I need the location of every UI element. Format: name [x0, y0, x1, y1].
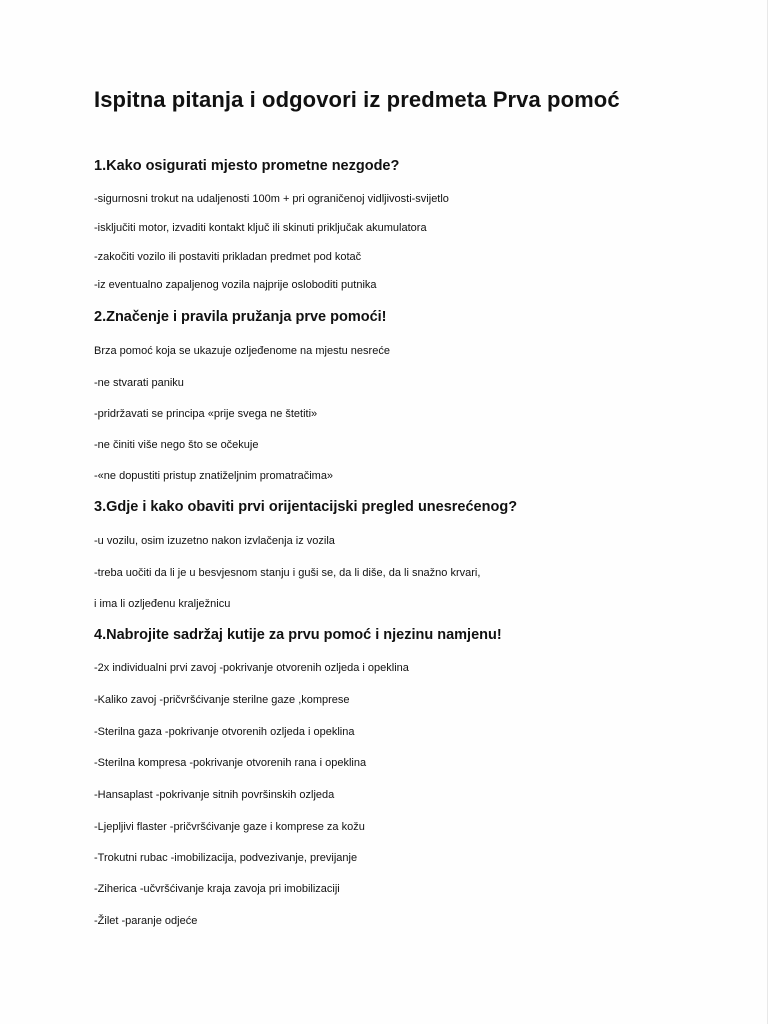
page-title: Ispitna pitanja i odgovori iz predmeta Prva pomoć — [94, 87, 620, 112]
answer-3-1: -u vozilu, osim izuzetno nakon izvlačenja iz vozila — [94, 535, 335, 547]
question-2: 2.Značenje i pravila pružanja prve pomoći! — [94, 309, 387, 325]
answer-4-1: -2x individualni prvi zavoj -pokrivanje otvorenih ozljeda i opeklina — [94, 662, 409, 674]
answer-2-5: -«ne dopustiti pristup znatiželjnim promatračima» — [94, 470, 334, 482]
answer-4-3: -Sterilna gaza -pokrivanje otvorenih ozljeda i opeklina — [94, 726, 355, 738]
answer-4-4: -Sterilna kompresa -pokrivanje otvorenih rana i opeklina — [94, 757, 367, 769]
question-3: 3.Gdje i kako obaviti prvi orijentacijski pregled unesrećenog? — [94, 499, 518, 515]
question-1: 1.Kako osigurati mjesto prometne nezgode? — [94, 158, 400, 174]
answer-3-3: i ima li ozljeđenu kralježnicu — [94, 598, 231, 610]
answer-1-1: -sigurnosni trokut na udaljenosti 100m + pri ograničenoj vidljivosti-svijetlo — [94, 193, 449, 205]
answer-4-6: -Ljepljivi flaster -pričvršćivanje gaze i komprese za kožu — [94, 821, 365, 833]
answer-4-5: -Hansaplast -pokrivanje sitnih površinskih ozljeda — [94, 789, 335, 801]
answer-4-7: -Trokutni rubac -imobilizacija, podvezivanje, previjanje — [94, 852, 358, 864]
question-4: 4.Nabrojite sadržaj kutije za prvu pomoć i njezinu namjenu! — [94, 627, 502, 643]
answer-2-2: -ne stvarati paniku — [94, 377, 184, 389]
answer-4-2: -Kaliko zavoj -pričvršćivanje sterilne gaze ,komprese — [94, 694, 350, 706]
answer-2-3: -pridržavati se principa «prije svega ne štetiti» — [94, 408, 318, 420]
answer-4-9: -Žilet -paranje odjeće — [94, 915, 198, 927]
answer-4-8: -Ziherica -učvršćivanje kraja zavoja pri imobilizaciji — [94, 883, 340, 895]
answer-1-3: -zakočiti vozilo ili postaviti prikladan predmet pod kotač — [94, 251, 362, 263]
answer-1-4: -iz eventualno zapaljenog vozila najprije osloboditi putnika — [94, 279, 377, 291]
answer-2-4: -ne činiti više nego što se očekuje — [94, 439, 259, 451]
answer-2-1: Brza pomoć koja se ukazuje ozljeđenome na mjestu nesreće — [94, 345, 390, 357]
answer-1-2: -isključiti motor, izvaditi kontakt ključ ili skinuti priključak akumulatora — [94, 222, 427, 234]
answer-3-2: -treba uočiti da li je u besvjesnom stanju i guši se, da li diše, da li snažno krvari, — [94, 567, 481, 579]
